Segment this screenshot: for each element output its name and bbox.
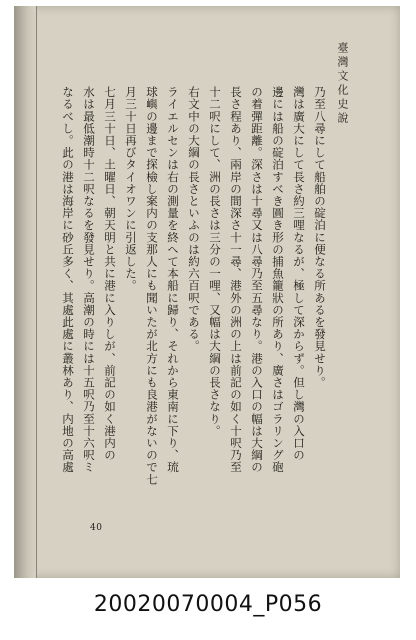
text-line: 乃至八尋にして船舶の碇泊に便なる所あるを發見せり。 xyxy=(313,86,327,389)
text-line: 球嶼の邊まで探檢し案内の支那人にも聞いたが北方にも良港がないので七 xyxy=(145,86,159,486)
text-line: 十二呎にして、洲の長さは三分の一哩、又幅は大綱の長さなり。 xyxy=(208,86,222,437)
text-line: なるべし。此の港は海岸に砂丘多く、其處此處に叢林あり、内地の高處 xyxy=(61,86,75,474)
page-gutter xyxy=(14,6,36,578)
page-number: 40 xyxy=(90,523,103,533)
running-title: 臺灣文化史說 xyxy=(336,42,349,126)
text-line: 七月三十日、土曜日、朝天明と共に港に入りしが、前記の如く港内の xyxy=(103,86,117,462)
text-line: 邊には船の碇泊すべき圓き形の捕魚籠狀の所あり、廣さはゴラリング砲 xyxy=(271,86,285,474)
text-line: ライエルセンは右の測量を終へて本船に歸り、それから東南に下り、琉 xyxy=(166,86,180,474)
text-line: 月三十日再びタイオワンに引返した。 xyxy=(124,86,138,292)
image-caption: 20020070004_P056 xyxy=(93,592,323,617)
text-line: 長さ程あり、兩岸の間深さ十一尋、港外の洲の上は前記の如く十呎乃至 xyxy=(229,86,243,474)
text-line: の着彈距離。深さは十尋又は八尋乃至五尋なり。港の入口の幅は大綱の xyxy=(250,86,264,474)
text-line: 右文中の大綱の長さといふのは約六百呎である。 xyxy=(187,86,201,353)
text-line: 灣は廣大にして長さ約三哩なるが、極して深からず。但し灣の入口の xyxy=(292,86,306,462)
text-line: 水は最低潮時十二呎なるを發見せり。高潮の時には十五呎乃至十六呎ミ xyxy=(82,86,96,474)
book-page xyxy=(14,6,400,578)
body-text xyxy=(60,86,328,526)
page-fold xyxy=(36,6,37,578)
